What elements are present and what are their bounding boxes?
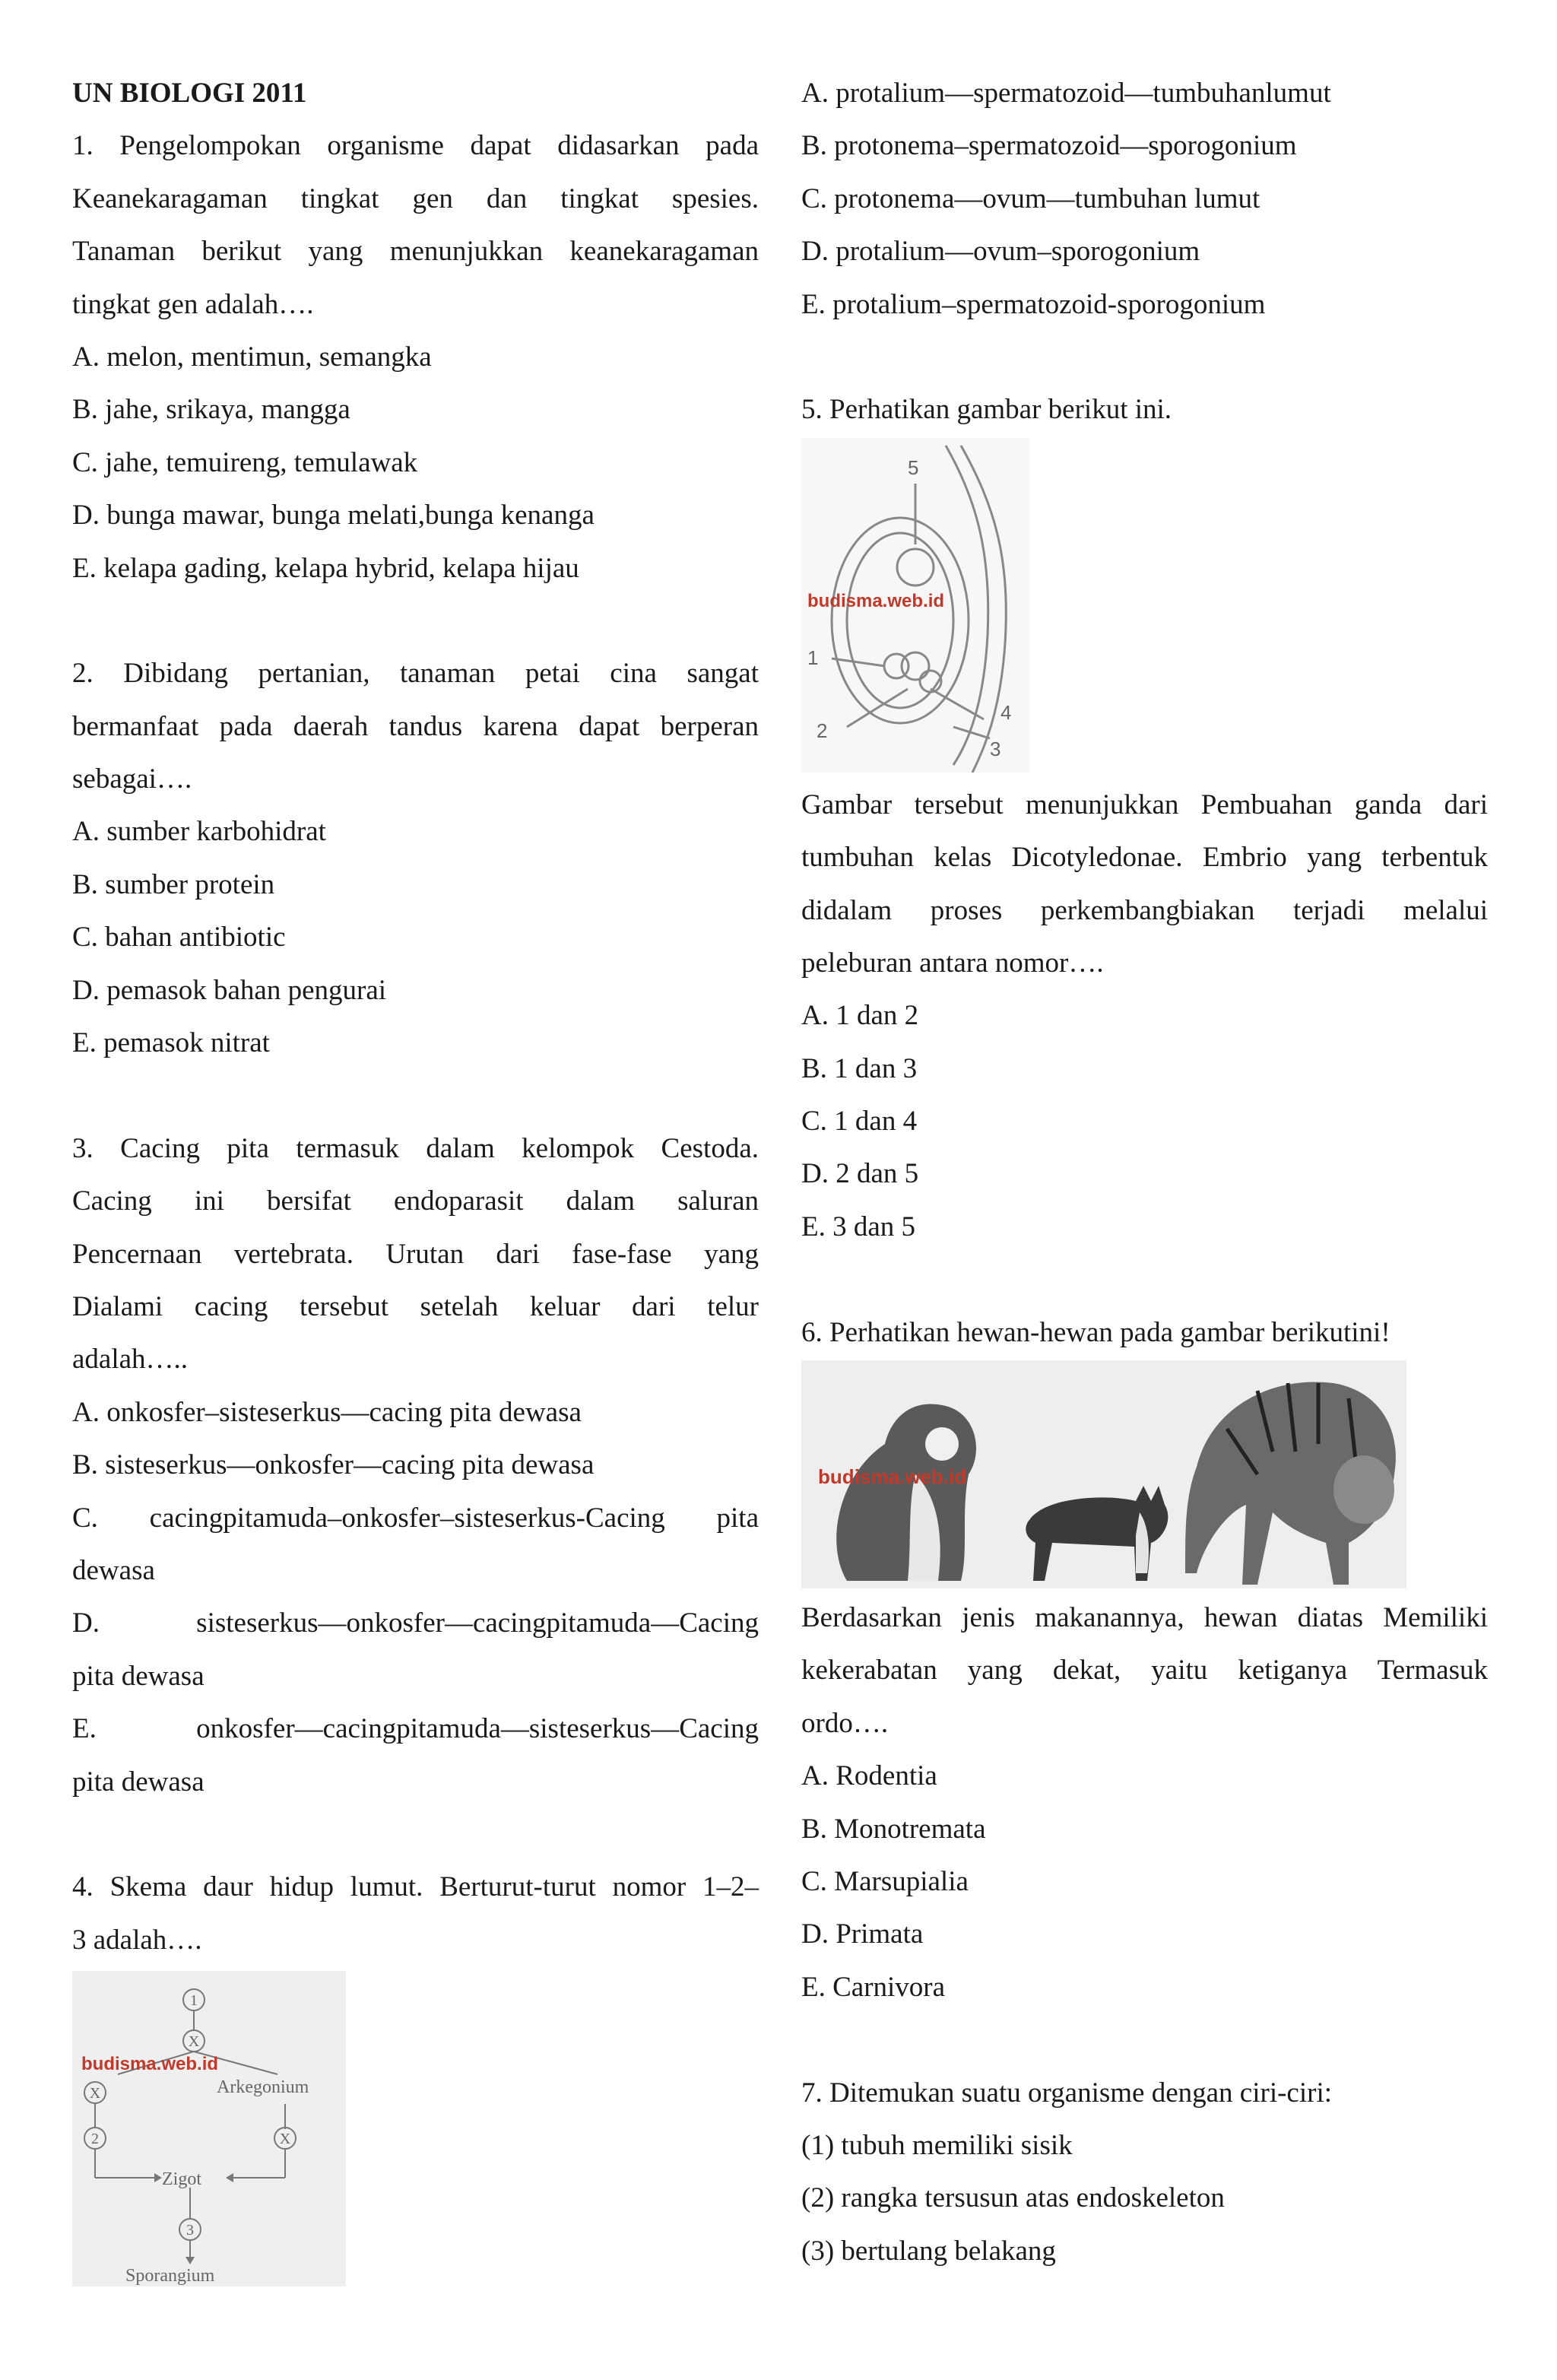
q6-intro: 6. Perhatikan hewan-hewan pada gambar berikutini! — [801, 1316, 1391, 1348]
q3-text-line: Pencernaan vertebrata. Urutan dari fase-fase yang — [72, 1238, 759, 1270]
left-column — [72, 67, 759, 2286]
animals-svg — [801, 1360, 1406, 1588]
q6-option-a: A. Rodentia — [801, 1760, 937, 1792]
diagram-label-sporangium: Sporangium — [125, 2266, 215, 2286]
q3-option-a: A. onkosfer–sisteserkus—cacing pita dewasa — [72, 1396, 582, 1428]
q1-option-e: E. kelapa gading, kelapa hybrid, kelapa hijau — [72, 552, 579, 584]
q3-text-line: Cacing ini bersifat endoparasit dalam saluran — [72, 1185, 759, 1217]
q3-option-d-cont: pita dewasa — [72, 1660, 205, 1692]
q1-option-a: A. melon, mentimun, semangka — [72, 341, 432, 373]
q6-option-b: B. Monotremata — [801, 1813, 986, 1845]
q5-text-line: tumbuhan kelas Dicotyledonae. Embrio yang terbentuk — [801, 842, 1488, 874]
q5-intro: 5. Perhatikan gambar berikut ini. — [801, 394, 1172, 426]
moss-lifecycle-svg — [72, 1971, 346, 2286]
figure-label-1: 1 — [807, 646, 819, 669]
moss-lifecycle-diagram — [72, 1971, 346, 2286]
q6-text-line: Berdasarkan jenis makanannya, hewan diatas Memiliki — [801, 1602, 1488, 1634]
q5-option-a: A. 1 dan 2 — [801, 1000, 919, 1032]
q3-text-line: 3. Cacing pita termasuk dalam kelompok Cestoda. — [72, 1132, 759, 1164]
tiger-illustration — [1185, 1382, 1396, 1585]
figure-label-2: 2 — [817, 719, 828, 742]
diagram-label-3: 3 — [186, 2222, 194, 2239]
q4-option-b: B. protonema–spermatozoid—sporogonium — [801, 130, 1297, 162]
q3-option-d: D. sisteserkus—onkosfer—cacingpitamuda—Cacing — [72, 1607, 759, 1639]
q3-option-e: E. onkosfer—cacingpitamuda—sisteserkus—Cacing — [72, 1713, 759, 1745]
q3-option-e-cont: pita dewasa — [72, 1766, 205, 1798]
q6-option-c: C. Marsupialia — [801, 1865, 969, 1897]
dog-illustration — [836, 1404, 976, 1581]
right-column — [801, 67, 1488, 2277]
q2-text-line: sebagai…. — [72, 763, 192, 795]
q5-option-c: C. 1 dan 4 — [801, 1106, 918, 1138]
q6-option-e: E. Carnivora — [801, 1971, 946, 2003]
q4-option-e: E. protalium–spermatozoid-sporogonium — [801, 288, 1266, 320]
q3-text-line: Dialami cacing tersebut setelah keluar dari telur — [72, 1290, 759, 1322]
diagram-label-arkegonium: Arkegonium — [217, 2077, 309, 2098]
diagram-label-zigot: Zigot — [162, 2169, 201, 2190]
q1-option-b: B. jahe, srikaya, mangga — [72, 394, 350, 426]
q6-text-line: kekerabatan yang dekat, yaitu ketiganya Termasuk — [801, 1655, 1488, 1687]
ovule-figure — [801, 438, 1029, 773]
cat-illustration — [1026, 1486, 1168, 1581]
q4-option-d: D. protalium—ovum–sporogonium — [801, 236, 1200, 268]
watermark: budisma.web.id — [818, 1465, 967, 1489]
figure-label-3: 3 — [990, 737, 1001, 760]
q7-intro: 7. Ditemukan suatu organisme dengan ciri-ciri: — [801, 2077, 1333, 2109]
q1-text-line: Tanaman berikut yang menunjukkan keanekaragaman — [72, 236, 759, 268]
q5-option-d: D. 2 dan 5 — [801, 1158, 919, 1190]
q3-option-c-cont: dewasa — [72, 1554, 155, 1586]
animals-figure — [801, 1360, 1406, 1588]
q6-text-line: ordo…. — [801, 1707, 889, 1739]
q6-option-d: D. Primata — [801, 1918, 924, 1950]
watermark: budisma.web.id — [807, 590, 945, 611]
q4-option-c: C. protonema—ovum—tumbuhan lumut — [801, 182, 1261, 214]
q1-option-d: D. bunga mawar, bunga melati,bunga kenanga — [72, 500, 595, 532]
q1-text-line: tingkat gen adalah…. — [72, 288, 314, 320]
ovule-svg — [801, 438, 1029, 773]
q4-text-line: 3 adalah…. — [72, 1924, 202, 1956]
q7-item-1: (1) tubuh memiliki sisik — [801, 2129, 1073, 2161]
q5-option-b: B. 1 dan 3 — [801, 1052, 918, 1084]
figure-label-4: 4 — [1000, 700, 1012, 724]
figure-label-5: 5 — [908, 455, 919, 479]
diagram-label-2: 2 — [91, 2131, 99, 2148]
q3-option-c: C. cacingpitamuda–onkosfer–sisteserkus-Cacing pita — [72, 1502, 759, 1534]
q2-text-line: 2. Dibidang pertanian, tanaman petai cina sangat — [72, 658, 759, 690]
q5-text-line: didalam proses perkembangbiakan terjadi melalui — [801, 894, 1488, 926]
watermark: budisma.web.id — [81, 2054, 219, 2075]
diagram-label-x: X — [279, 2131, 291, 2148]
q7-item-3: (3) bertulang belakang — [801, 2235, 1056, 2267]
q4-text-line: 4. Skema daur hidup lumut. Berturut-turut nomor 1–2– — [72, 1871, 759, 1903]
q1-text-line: Keanekaragaman tingkat gen dan tingkat spesies. — [72, 182, 759, 214]
q3-text-line: adalah….. — [72, 1344, 189, 1376]
q5-text-line: Gambar tersebut menunjukkan Pembuahan ganda dari — [801, 789, 1488, 820]
q2-option-d: D. pemasok bahan pengurai — [72, 974, 387, 1006]
q2-option-a: A. sumber karbohidrat — [72, 816, 326, 848]
q2-option-c: C. bahan antibiotic — [72, 922, 286, 954]
diagram-label-1: 1 — [190, 1992, 198, 2010]
q1-option-c: C. jahe, temuireng, temulawak — [72, 446, 418, 478]
q1-text-line: 1. Pengelompokan organisme dapat didasarkan pada — [72, 130, 759, 162]
q2-option-b: B. sumber protein — [72, 868, 275, 900]
diagram-label-x: X — [89, 2085, 101, 2102]
q7-item-2: (2) rangka tersusun atas endoskeleton — [801, 2182, 1225, 2214]
q2-option-e: E. pemasok nitrat — [72, 1027, 270, 1059]
q3-option-b: B. sisteserkus—onkosfer—cacing pita dewasa — [72, 1449, 595, 1481]
q4-option-a: A. protalium—spermatozoid—tumbuhanlumut — [801, 78, 1331, 109]
q5-text-line: peleburan antara nomor…. — [801, 947, 1104, 979]
diagram-label-x: X — [188, 2033, 200, 2051]
page-title: UN BIOLOGI 2011 — [72, 78, 307, 109]
q5-option-e: E. 3 dan 5 — [801, 1211, 916, 1242]
q2-text-line: bermanfaat pada daerah tandus karena dapat berperan — [72, 710, 759, 742]
